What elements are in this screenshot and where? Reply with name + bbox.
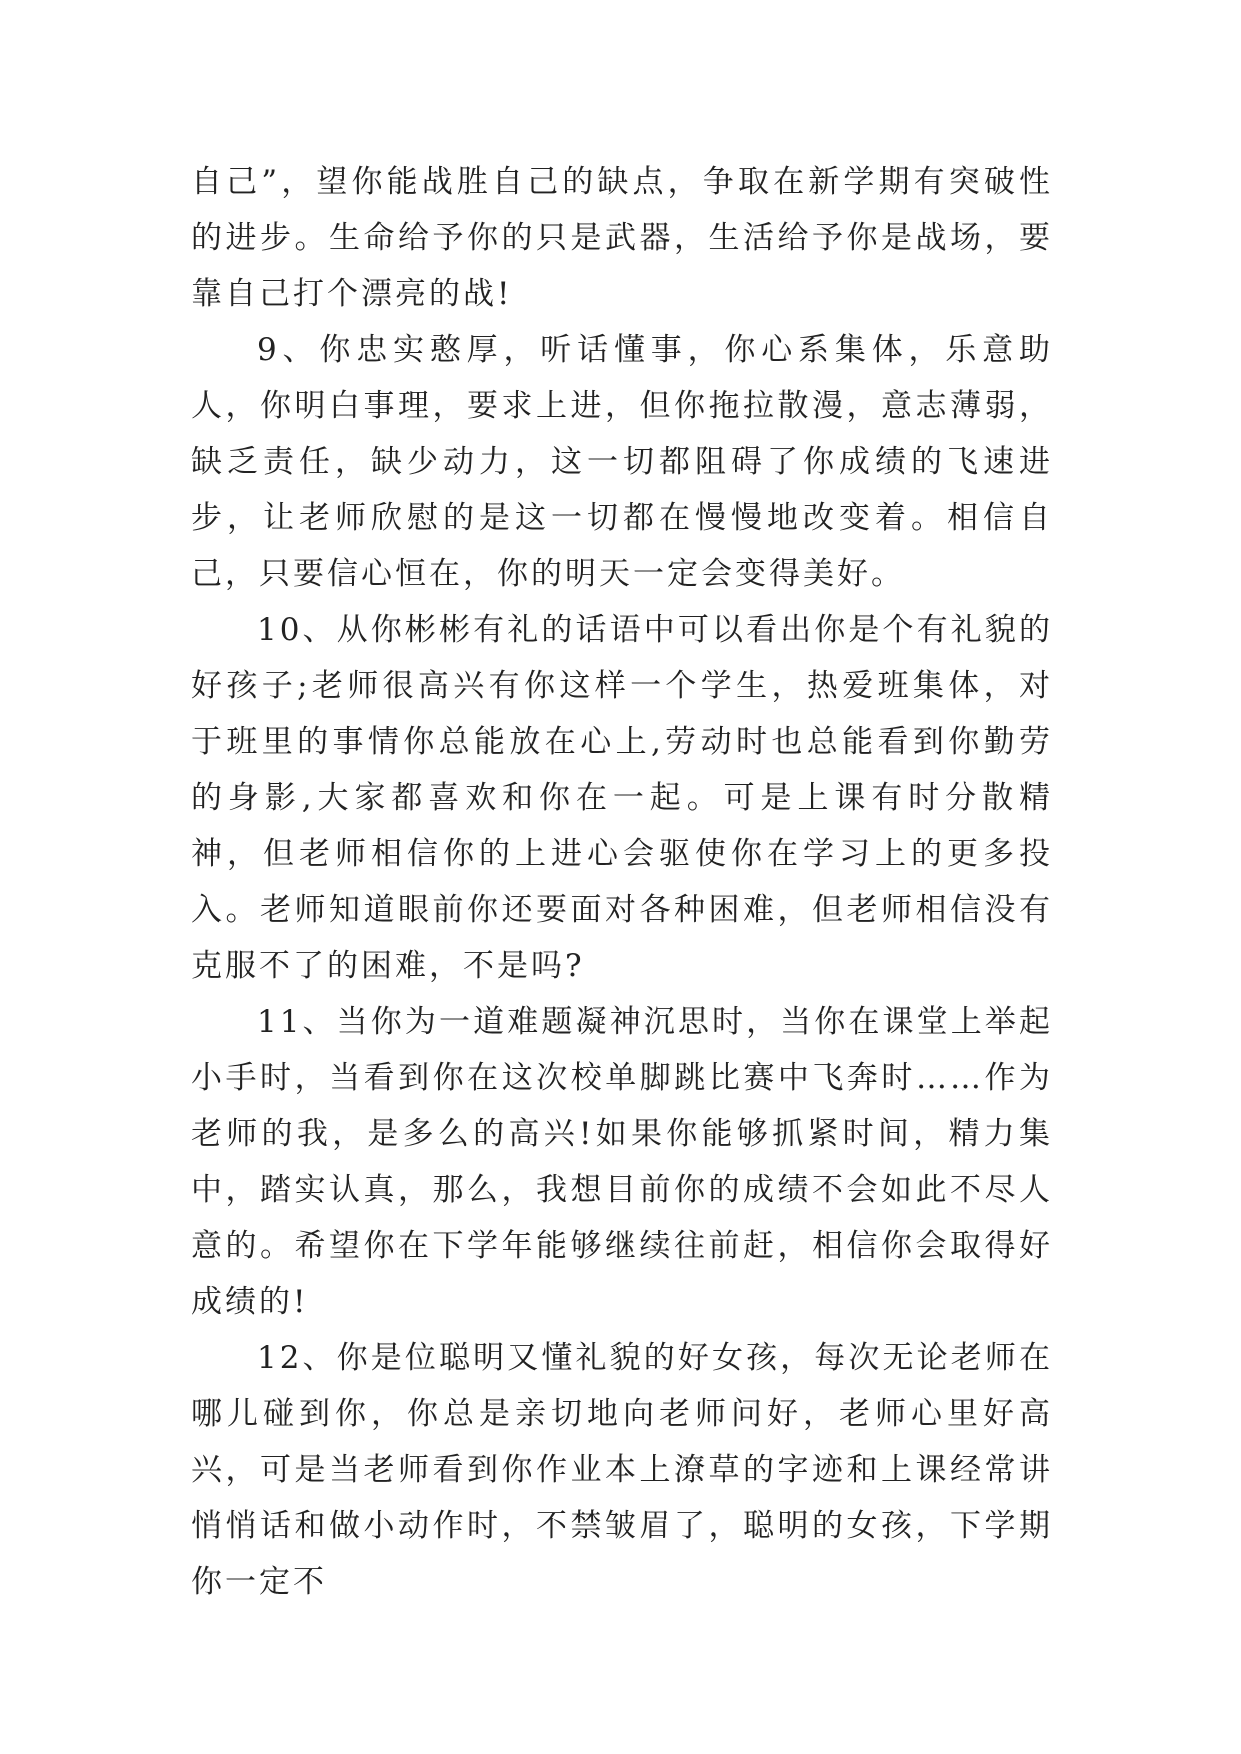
paragraph-comment-10: 10、从你彬彬有礼的话语中可以看出你是个有礼貌的好孩子;老师很高兴有你这样一个学生，热爱班集体，对于班里的事情你总能放在心上,劳动时也总能看到你勤劳的身影,大家都喜欢和你在一起。可是上课有时分散精神，但老师相信你的上进心会驱使你在学习上的更多投入。老师知道眼前你还要面对各种困难，但老师相信没有克服不了的困难，不是吗? <box>191 612 1053 984</box>
paragraph-comment-11: 11、当你为一道难题凝神沉思时，当你在课堂上举起小手时，当看到你在这次校单脚跳比赛中飞奔时……作为老师的我，是多么的高兴!如果你能够抓紧时间，精力集中，踏实认真，那么，我想目前你的成绩不会如此不尽人意的。希望你在下学年能够继续往前赶，相信你会取得好成绩的! <box>191 1004 1053 1320</box>
paragraph-comment-12: 12、你是位聪明又懂礼貌的好女孩，每次无论老师在哪儿碰到你，你总是亲切地向老师问好，老师心里好高兴，可是当老师看到你作业本上潦草的字迹和上课经常讲悄悄话和做小动作时，不禁皱眉了，聪明的女孩，下学期你一定不 <box>191 1340 1053 1600</box>
paragraph-comment-9: 9、你忠实憨厚，听话懂事，你心系集体，乐意助人，你明白事理，要求上进，但你拖拉散漫，意志薄弱，缺乏责任，缺少动力，这一切都阻碍了你成绩的飞速进步，让老师欣慰的是这一切都在慢慢地改变着。相信自己，只要信心恒在，你的明天一定会变得美好。 <box>191 332 1053 592</box>
document-body <box>191 154 1053 1610</box>
paragraph-continuation: 自己”，望你能战胜自己的缺点，争取在新学期有突破性的进步。生命给予你的只是武器，生活给予你是战场，要靠自己打个漂亮的战! <box>191 164 1053 312</box>
